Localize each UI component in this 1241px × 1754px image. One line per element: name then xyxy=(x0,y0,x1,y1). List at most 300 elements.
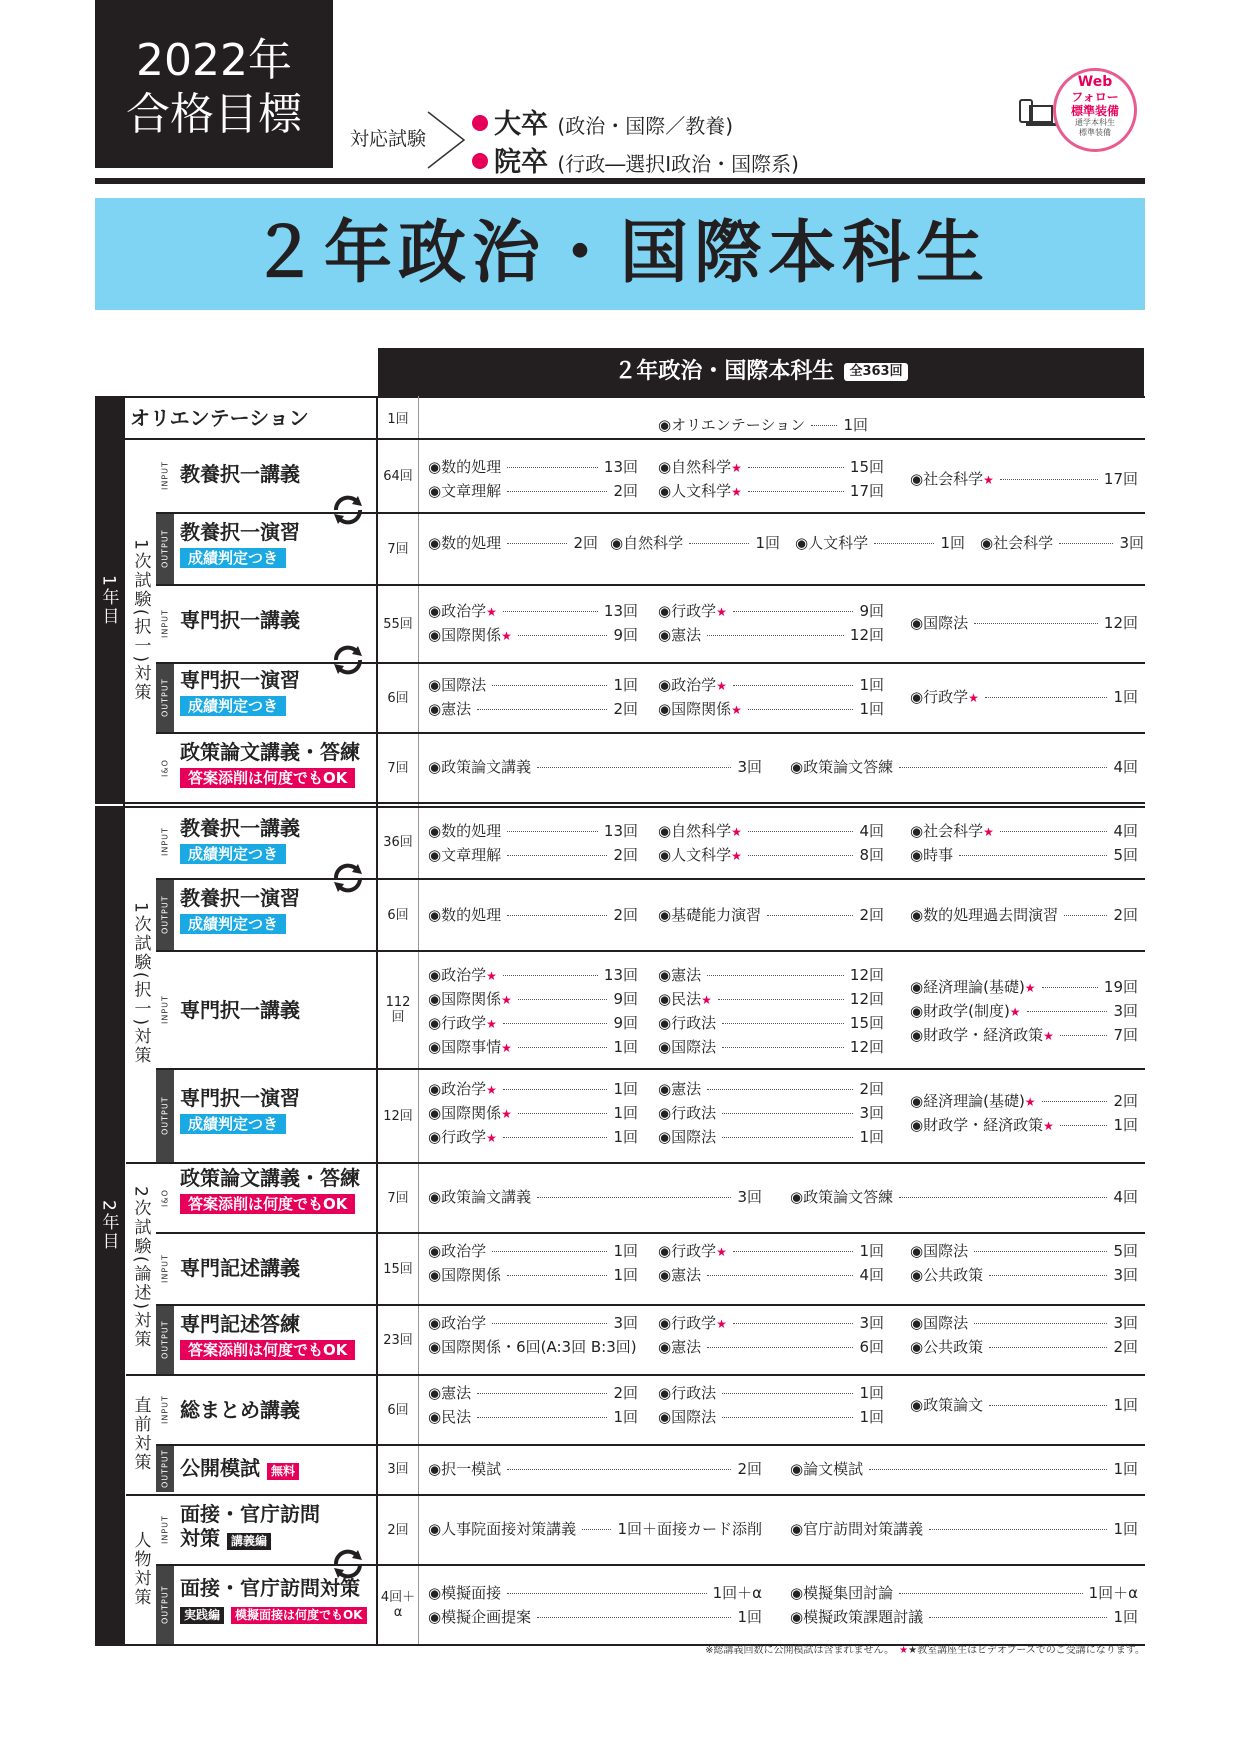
item-label: ◉憲法 xyxy=(658,626,702,644)
item-label: ◉憲法 xyxy=(658,1338,702,1356)
course-name: 教養択一演習 成績判定つき xyxy=(180,520,300,567)
session-count: 64回 xyxy=(383,468,413,484)
dotted-leader xyxy=(722,1113,853,1114)
item-label: ◉模擬集団討論 xyxy=(790,1584,894,1602)
list-item xyxy=(428,602,638,621)
item-label: ◉経済理論(基礎) xyxy=(910,1092,1025,1110)
dotted-leader xyxy=(748,491,844,492)
item-count: 2回 xyxy=(1113,906,1138,924)
dotted-leader xyxy=(748,709,854,710)
list-item xyxy=(658,458,884,477)
course-name: 政策論文講義・答練 答案添削は何度でもOK xyxy=(180,1166,360,1213)
io-tag: I&O xyxy=(156,734,174,802)
course-name: 専門記述講義 xyxy=(180,1256,300,1280)
session-count: 6回 xyxy=(387,907,409,923)
item-count: 1回 xyxy=(1113,688,1138,706)
list-item xyxy=(910,1266,1138,1284)
row-divider xyxy=(156,1564,1145,1566)
item-count: 1回 xyxy=(1113,1396,1138,1414)
list-item xyxy=(910,822,1138,841)
item-count: 1回＋α xyxy=(1088,1584,1138,1602)
dotted-leader xyxy=(974,623,1098,624)
item-label: ◉自然科学 xyxy=(658,458,732,476)
star-icon: ★ xyxy=(701,993,712,1007)
session-count: 7回 xyxy=(387,760,409,776)
row-divider xyxy=(95,802,1145,804)
input-tag: INPUT xyxy=(156,952,174,1068)
dotted-leader xyxy=(507,467,598,468)
group-label: 1次試験(択一)対策 xyxy=(130,539,151,703)
dotted-leader xyxy=(507,831,598,832)
course-name: 専門択一演習 成績判定つき xyxy=(180,668,300,715)
dotted-leader xyxy=(748,831,854,832)
dotted-leader xyxy=(733,1323,854,1324)
item-count: 5回 xyxy=(1113,846,1138,864)
row-divider xyxy=(126,1494,1145,1496)
item-count: 1回 xyxy=(1113,1520,1138,1538)
course-name: 教養択一講義 成績判定つき xyxy=(180,816,300,863)
web-follow-badge: Web フォロー 標準装備 通学本科生 標準装備 xyxy=(1053,68,1137,152)
item-count: 2回 xyxy=(613,1384,638,1402)
item-label: ◉国際関係 xyxy=(428,990,502,1008)
input-tag: INPUT xyxy=(156,1376,174,1444)
item-label: ◉社会科学 xyxy=(980,534,1054,552)
list-item xyxy=(910,978,1138,997)
lecture-badge: 講義編 xyxy=(227,1533,271,1550)
item-label: ◉国際関係 xyxy=(428,626,502,644)
item-label: ◉行政学 xyxy=(658,602,717,620)
item-label: ◉数的処理 xyxy=(428,458,502,476)
item-count: 2回 xyxy=(613,700,638,718)
dotted-leader xyxy=(507,1275,607,1276)
exam-item-1: 大卒 (政治・国際／教養) xyxy=(472,102,733,141)
star-icon: ★ xyxy=(983,473,994,487)
item-count: 1回 xyxy=(613,1408,638,1426)
list-item xyxy=(910,1002,1138,1021)
item-count: 13回 xyxy=(603,966,638,984)
session-count: 6回 xyxy=(387,1402,409,1418)
item-count: 1回 xyxy=(613,676,638,694)
item-label: ◉憲法 xyxy=(428,1384,472,1402)
grading-badge: 成績判定つき xyxy=(180,548,286,568)
dotted-leader xyxy=(707,1275,853,1276)
item-count: 3回 xyxy=(1113,1266,1138,1284)
list-item xyxy=(428,822,638,840)
dotted-leader xyxy=(503,1089,608,1090)
list-item xyxy=(428,534,598,552)
input-tag: INPUT xyxy=(156,1496,174,1564)
dotted-leader xyxy=(929,1617,1107,1618)
dotted-leader xyxy=(1059,543,1113,544)
item-count: 1回 xyxy=(1113,1608,1138,1626)
row-divider xyxy=(95,396,1145,398)
item-label: ◉社会科学 xyxy=(910,822,984,840)
item-label: ◉行政学 xyxy=(658,1314,717,1332)
item-label: ◉国際法 xyxy=(658,1408,717,1426)
list-item xyxy=(428,1408,638,1426)
row-divider xyxy=(156,732,1145,734)
list-item xyxy=(910,1026,1138,1045)
list-item xyxy=(428,626,638,645)
dotted-leader xyxy=(492,1323,607,1324)
item-count: 13回 xyxy=(603,458,638,476)
item-label: ◉官庁訪問対策講義 xyxy=(790,1520,924,1538)
group-label: 直前対策 xyxy=(130,1396,151,1472)
list-item xyxy=(910,1242,1138,1260)
list-item xyxy=(428,1384,638,1402)
item-label: ◉行政学 xyxy=(658,1242,717,1260)
star-icon: ★ xyxy=(1024,1095,1036,1109)
dotted-leader xyxy=(989,1405,1107,1406)
dotted-leader xyxy=(899,767,1107,768)
item-count: 4回 xyxy=(1113,758,1138,776)
row-divider xyxy=(126,1162,1145,1164)
list-item xyxy=(658,482,884,501)
dotted-leader xyxy=(733,1251,854,1252)
item-label: ◉政治学 xyxy=(428,602,487,620)
item-count: 12回 xyxy=(849,626,884,644)
output-tag: OUTPUT xyxy=(156,1070,174,1162)
dotted-leader xyxy=(748,855,854,856)
item-label: ◉財政学・経済政策 xyxy=(910,1116,1044,1134)
item-label: ◉政治学 xyxy=(658,676,717,694)
item-label: ◉国際法 xyxy=(910,1242,969,1260)
star-icon: ★ xyxy=(899,1645,909,1656)
list-item xyxy=(790,1608,1138,1626)
list-item xyxy=(790,1520,1138,1538)
star-icon: ★ xyxy=(716,1317,727,1331)
item-label: ◉憲法 xyxy=(658,966,702,984)
course-name: 公開模試 無料 xyxy=(180,1456,376,1480)
item-label: ◉国際関係・6回(A:3回 B:3回) xyxy=(428,1338,637,1356)
dotted-leader xyxy=(974,1251,1107,1252)
star-icon: ★ xyxy=(486,605,497,619)
dotted-leader xyxy=(503,975,598,976)
item-label: ◉人文科学 xyxy=(658,846,732,864)
item-count: 1回 xyxy=(1113,1116,1138,1134)
item-count: 17回 xyxy=(1103,470,1138,488)
item-label: ◉政策論文講義 xyxy=(428,1188,532,1206)
item-count: 1回 xyxy=(859,1384,884,1402)
column-divider xyxy=(123,398,125,1644)
item-count: 9回 xyxy=(613,626,638,644)
list-item xyxy=(428,906,638,924)
row-divider xyxy=(156,950,1145,952)
item-label: ◉憲法 xyxy=(658,1266,702,1284)
item-label: ◉文章理解 xyxy=(428,846,502,864)
item-count: 13回 xyxy=(603,602,638,620)
list-item xyxy=(428,1014,638,1033)
item-count: 8回 xyxy=(859,846,884,864)
dotted-leader xyxy=(1064,915,1107,916)
star-icon: ★ xyxy=(501,1107,512,1121)
dotted-leader xyxy=(722,1047,844,1048)
star-icon: ★ xyxy=(716,605,727,619)
list-item xyxy=(790,1460,1138,1478)
item-label: ◉数的処理 xyxy=(428,906,502,924)
session-count: 23回 xyxy=(383,1332,413,1348)
input-tag: INPUT xyxy=(156,586,174,662)
dotted-leader xyxy=(899,1593,1082,1594)
group-label: 1次試験(択一)対策 xyxy=(130,902,151,1066)
item-label: ◉国際関係 xyxy=(428,1104,502,1122)
course-name: 教養択一演習 成績判定つき xyxy=(180,886,300,933)
item-label: ◉時事 xyxy=(910,846,954,864)
year-1-label: 1年目 xyxy=(95,398,123,802)
item-count: 3回 xyxy=(1113,1314,1138,1332)
item-count: 3回 xyxy=(859,1314,884,1332)
correction-badge: 答案添削は何度でもOK xyxy=(180,1340,355,1360)
course-name: 専門択一演習 成績判定つき xyxy=(180,1086,300,1133)
list-item xyxy=(910,1116,1138,1135)
grading-badge: 成績判定つき xyxy=(180,696,286,716)
list-item xyxy=(428,1338,638,1356)
mock-interview-badge: 模擬面接は何度でもOK xyxy=(231,1607,367,1624)
output-tag: OUTPUT xyxy=(156,514,174,584)
list-item xyxy=(428,482,638,500)
dotted-leader xyxy=(989,1347,1107,1348)
item-count: 17回 xyxy=(849,482,884,500)
item-label: ◉政策論文講義 xyxy=(428,758,532,776)
list-item xyxy=(658,906,884,924)
dotted-leader xyxy=(1042,987,1098,988)
item-count: 1回 xyxy=(613,1104,638,1122)
session-count: 12回 xyxy=(383,1108,413,1124)
dotted-leader xyxy=(874,543,934,544)
star-icon: ★ xyxy=(968,691,979,705)
list-item xyxy=(428,676,638,694)
item-count: 1回 xyxy=(940,534,965,552)
item-label: ◉行政法 xyxy=(658,1104,717,1122)
row-divider xyxy=(156,1232,1145,1234)
chevron-right-icon xyxy=(424,110,468,170)
item-label: ◉文章理解 xyxy=(428,482,502,500)
item-label: ◉国際法 xyxy=(910,1314,969,1332)
list-item xyxy=(658,1408,884,1426)
input-tag: INPUT xyxy=(156,1234,174,1304)
star-icon: ★ xyxy=(731,485,742,499)
item-count: 2回 xyxy=(613,906,638,924)
list-item xyxy=(790,1584,1138,1602)
course-name: 面接・官庁訪問対策 実践編 模擬面接は何度でもOK xyxy=(180,1576,380,1624)
output-tag: OUTPUT xyxy=(156,664,174,732)
list-item xyxy=(428,1460,762,1478)
list-item xyxy=(658,990,884,1009)
item-count: 9回 xyxy=(613,990,638,1008)
item-count: 1回 xyxy=(613,1242,638,1260)
dotted-leader xyxy=(1000,831,1108,832)
dotted-leader xyxy=(503,1023,608,1024)
star-icon: ★ xyxy=(486,1131,497,1145)
star-icon: ★ xyxy=(731,825,742,839)
dotted-leader xyxy=(707,635,844,636)
list-item xyxy=(658,1104,884,1122)
star-icon: ★ xyxy=(486,1017,497,1031)
row-divider xyxy=(156,878,1145,880)
list-item xyxy=(428,1128,638,1147)
item-label: ◉択一模試 xyxy=(428,1460,502,1478)
course-name: 政策論文講義・答練 答案添削は何度でもOK xyxy=(180,740,360,787)
list-item xyxy=(428,846,638,864)
list-item xyxy=(428,1188,762,1206)
group-label: 2次試験(論述)対策 xyxy=(130,1186,151,1350)
item-count: 2回 xyxy=(737,1460,762,1478)
item-count: 1回 xyxy=(613,1266,638,1284)
dotted-leader xyxy=(507,1469,731,1470)
dotted-leader xyxy=(503,1137,608,1138)
star-icon: ★ xyxy=(1043,1119,1054,1133)
row-divider xyxy=(95,806,1145,808)
list-item xyxy=(658,1266,884,1284)
session-count: 3回 xyxy=(387,1461,409,1477)
row-divider xyxy=(156,1444,1145,1446)
item-label: ◉行政学 xyxy=(910,688,969,706)
item-label: ◉政策論文答練 xyxy=(790,758,894,776)
item-count: 12回 xyxy=(1103,614,1138,632)
item-label: ◉社会科学 xyxy=(910,470,984,488)
session-count: 15回 xyxy=(383,1261,413,1277)
dotted-leader xyxy=(518,1113,608,1114)
dotted-leader xyxy=(477,1393,607,1394)
item-label: ◉国際関係 xyxy=(428,1266,502,1284)
list-item xyxy=(428,1242,638,1260)
dotted-leader xyxy=(722,1023,844,1024)
item-label: ◉公共政策 xyxy=(910,1266,984,1284)
item-count: 2回 xyxy=(859,906,884,924)
session-count: 112回 xyxy=(385,995,411,1025)
item-label: ◉国際法 xyxy=(658,1128,717,1146)
item-label: ◉数的処理過去問演習 xyxy=(910,906,1059,924)
dotted-leader xyxy=(811,425,837,426)
exam-item-2: 院卒 (行政―選択Ⅰ政治・国際系) xyxy=(472,140,799,179)
dotted-leader xyxy=(507,915,607,916)
item-count: 1回 xyxy=(613,1080,638,1098)
list-item xyxy=(910,846,1138,864)
item-count: 3回 xyxy=(613,1314,638,1332)
item-count: 15回 xyxy=(849,458,884,476)
dotted-leader xyxy=(1027,1011,1108,1012)
dotted-leader xyxy=(492,1251,607,1252)
item-label: ◉模擬面接 xyxy=(428,1584,502,1602)
item-count: 1回 xyxy=(755,534,780,552)
item-count: 4回 xyxy=(1113,822,1138,840)
dotted-leader xyxy=(718,999,844,1000)
dotted-leader xyxy=(869,1469,1107,1470)
list-item xyxy=(428,1314,638,1332)
table-title: ２年政治・国際本科生 xyxy=(614,359,835,384)
course-name: 専門択一講義 xyxy=(180,998,300,1022)
session-count: 36回 xyxy=(383,834,413,850)
list-item xyxy=(658,846,884,865)
pink-dot-icon xyxy=(472,115,488,131)
output-tag: OUTPUT xyxy=(156,880,174,950)
list-item xyxy=(428,990,638,1009)
item-count: 12回 xyxy=(849,1038,884,1056)
item-label: ◉行政学 xyxy=(428,1128,487,1146)
list-item xyxy=(658,1338,884,1356)
item-label: ◉国際事情 xyxy=(428,1038,502,1056)
item-label: ◉政策論文 xyxy=(910,1396,984,1414)
session-count: 55回 xyxy=(383,616,413,632)
item-label: ◉国際法 xyxy=(658,1038,717,1056)
group-label: 人物対策 xyxy=(130,1531,151,1607)
dotted-leader xyxy=(507,543,567,544)
dotted-leader xyxy=(1000,479,1098,480)
list-item xyxy=(910,614,1138,632)
table-header xyxy=(378,348,1144,396)
item-label: ◉数的処理 xyxy=(428,534,502,552)
list-item xyxy=(658,1314,884,1333)
dotted-leader xyxy=(507,491,607,492)
item-count: 4回 xyxy=(1113,1188,1138,1206)
star-icon: ★ xyxy=(1009,1005,1021,1019)
output-tag: OUTPUT xyxy=(156,1306,174,1374)
dotted-leader xyxy=(537,1197,731,1198)
course-orientation: オリエンテーション xyxy=(130,406,309,430)
io-tag: I&O xyxy=(156,1164,174,1232)
item-count: 1回 xyxy=(737,1608,762,1626)
dotted-leader xyxy=(1060,1125,1108,1126)
grading-badge: 成績判定つき xyxy=(180,1114,286,1134)
dotted-leader xyxy=(492,685,607,686)
list-item xyxy=(658,1014,884,1032)
total-count-badge: 全363回 xyxy=(844,363,907,381)
list-item xyxy=(658,1384,884,1402)
list-item xyxy=(658,822,884,841)
input-tag: INPUT xyxy=(156,440,174,512)
dotted-leader xyxy=(989,1275,1107,1276)
item-label: ◉財政学(制度) xyxy=(910,1002,1010,1020)
star-icon: ★ xyxy=(716,679,727,693)
item-count: 1回 xyxy=(859,676,884,694)
item-count: 2回 xyxy=(1113,1338,1138,1356)
list-item xyxy=(910,906,1138,924)
item-label: ◉政策論文答練 xyxy=(790,1188,894,1206)
item-count: 3回 xyxy=(1119,534,1144,552)
list-item xyxy=(428,758,762,776)
item-count: 6回 xyxy=(859,1338,884,1356)
dotted-leader xyxy=(707,1347,853,1348)
star-icon: ★ xyxy=(731,849,742,863)
dotted-leader xyxy=(537,1617,731,1618)
star-icon: ★ xyxy=(486,1083,497,1097)
dotted-leader xyxy=(722,1137,853,1138)
item-count: 9回 xyxy=(859,602,884,620)
list-item xyxy=(428,1608,762,1626)
input-tag: INPUT xyxy=(156,806,174,878)
row-divider xyxy=(156,584,1145,586)
item-label: ◉自然科学 xyxy=(610,534,684,552)
course-name: 専門択一講義 xyxy=(180,608,300,632)
dotted-leader xyxy=(707,1089,853,1090)
item-count: 7回 xyxy=(1113,1026,1138,1044)
dotted-leader xyxy=(748,467,844,468)
dotted-leader xyxy=(507,1593,706,1594)
dotted-leader xyxy=(503,611,598,612)
item-count: 2回 xyxy=(613,846,638,864)
item-label: ◉模擬企画提案 xyxy=(428,1608,532,1626)
dotted-leader xyxy=(507,855,607,856)
dotted-leader xyxy=(733,611,854,612)
session-count: 7回 xyxy=(387,541,409,557)
output-tag: OUTPUT xyxy=(156,1566,174,1644)
item-label: ◉国際法 xyxy=(428,676,487,694)
item-count: 9回 xyxy=(613,1014,638,1032)
item-count: 5回 xyxy=(1113,1242,1138,1260)
list-item xyxy=(658,700,884,719)
item-label: ◉基礎能力演習 xyxy=(658,906,762,924)
dotted-leader xyxy=(477,1417,607,1418)
